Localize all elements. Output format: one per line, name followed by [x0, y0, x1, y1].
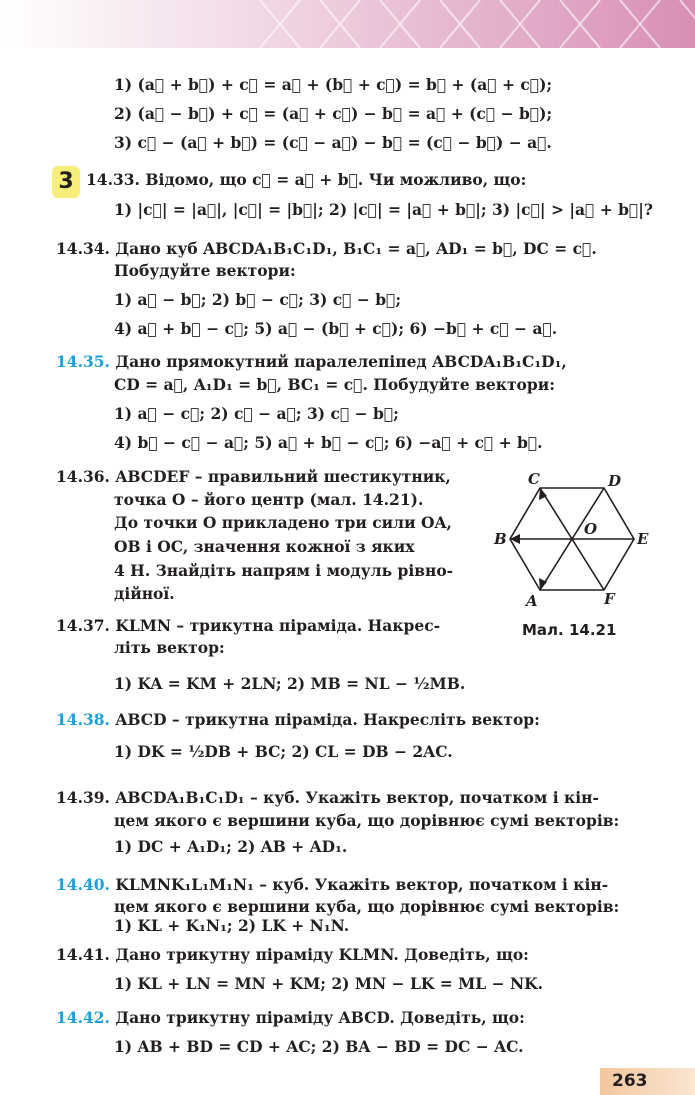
- text-line-p1440: [56, 875, 608, 895]
- text-line-p1436d: [114, 561, 453, 581]
- exercise-text: ABCDA₁B₁C₁D₁ – куб. Укажіть вектор, початком і кін-: [115, 788, 599, 807]
- exercise-text: До точки O прикладено три сили OA,: [114, 513, 452, 532]
- exercise-text: 2) (a⃗ − b⃗) + c⃗ = (a⃗ + c⃗) − b⃗ = a⃗ + (c⃗ − b⃗);: [114, 104, 553, 123]
- exercise-text: 1) a⃗ − c⃗; 2) c⃗ − a⃗; 3) c⃗ − b⃗;: [114, 404, 399, 423]
- text-line-p1435a: [114, 375, 555, 395]
- exercise-number: 14.37.: [56, 616, 110, 635]
- exercise-text: Дано куб ABCDA₁B₁C₁D₁, B₁C₁ = a⃗, AD₁ = b⃗, DC = c⃗.: [115, 239, 597, 258]
- exercise-text: літь вектор:: [114, 638, 225, 657]
- text-line-p1439b: [114, 837, 347, 857]
- exercise-text: Дано трикутну піраміду ABCD. Доведіть, що:: [115, 1008, 525, 1027]
- level-badge: 3: [52, 166, 80, 198]
- text-line-p1435c: [114, 433, 543, 453]
- exercise-text: 1) DK = ½DB + BC; 2) CL = DB − 2AC.: [114, 742, 453, 761]
- exercise-number: 14.39.: [56, 788, 110, 807]
- exercise-text: ABCDEF – правильний шестикутник,: [115, 467, 451, 486]
- label-c: C: [528, 470, 540, 488]
- text-line-p1434c: [114, 319, 557, 339]
- text-line-p1433: [86, 170, 526, 190]
- decorative-banner: [0, 0, 695, 48]
- text-line-p1436c: [114, 537, 415, 557]
- exercise-text: 3) c⃗ − (a⃗ + b⃗) = (c⃗ − a⃗) − b⃗ = (c⃗ − b⃗) − a⃗.: [114, 133, 552, 152]
- exercise-text: 1) AB + BD = CD + AC; 2) BA − BD = DC − AC.: [114, 1037, 524, 1056]
- exercise-text: 1) KL + LN = MN + KM; 2) MN − LK = ML − NK.: [114, 974, 544, 993]
- text-line-p1436b: [114, 513, 452, 533]
- figure-caption: Мал. 14.21: [522, 621, 617, 639]
- exercise-text: Відомо, що c⃗ = a⃗ + b⃗. Чи можливо, що:: [145, 170, 527, 189]
- exercise-text: CD = a⃗, A₁D₁ = b⃗, BC₁ = c⃗. Побудуйте вектори:: [114, 375, 555, 394]
- label-d: D: [608, 472, 622, 490]
- text-line-p1437b: [114, 674, 465, 694]
- page-number: 263: [612, 1071, 648, 1091]
- text-line-p1434: [56, 239, 597, 259]
- exercise-text: 4 Н. Знайдіть напрям і модуль рівно-: [114, 561, 454, 580]
- exercise-text: KLMN – трикутна піраміда. Накрес-: [115, 616, 441, 635]
- hexagon-figure: [492, 470, 652, 620]
- exercise-text: цем якого є вершини куба, що дорівнює сумі векторів:: [114, 811, 620, 830]
- text-line-l1: [114, 75, 552, 95]
- exercise-text: 1) DC + A₁D₁; 2) AB + AD₁.: [114, 837, 348, 856]
- exercise-text: цем якого є вершини куба, що дорівнює сумі векторів:: [114, 897, 620, 916]
- label-f: F: [604, 590, 615, 608]
- label-a: A: [526, 592, 538, 610]
- text-line-p1440a: [114, 897, 619, 917]
- exercise-text: 1) (a⃗ + b⃗) + c⃗ = a⃗ + (b⃗ + c⃗) = b⃗ + (a⃗ + c⃗);: [114, 75, 553, 94]
- exercise-number: 14.34.: [56, 239, 110, 258]
- exercise-text: 1) KL + K₁N₁; 2) LK + N₁N.: [114, 916, 350, 935]
- text-line-p1441: [56, 945, 529, 965]
- exercise-number: 14.33.: [86, 170, 140, 189]
- text-line-l3: [114, 133, 552, 153]
- text-line-p1435b: [114, 404, 399, 424]
- exercise-text: OB і OC, значення кожної з яких: [114, 537, 415, 556]
- exercise-number: 14.42.: [56, 1008, 110, 1027]
- text-line-p1442a: [114, 1037, 524, 1057]
- exercise-number: 14.41.: [56, 945, 110, 964]
- text-line-l2: [114, 104, 552, 124]
- exercise-number: 14.40.: [56, 875, 110, 894]
- text-line-p1434a: [114, 261, 296, 281]
- exercise-text: Дано трикутну піраміду KLMN. Доведіть, що:: [115, 945, 529, 964]
- label-o: O: [584, 520, 598, 538]
- text-line-p1435: [56, 352, 567, 372]
- text-line-p1436a: [114, 490, 423, 510]
- text-line-p1433a: [114, 200, 653, 220]
- exercise-text: 4) a⃗ + b⃗ − c⃗; 5) a⃗ − (b⃗ + c⃗); 6) −b⃗ + c⃗ − a⃗.: [114, 319, 558, 338]
- exercise-text: дійної.: [114, 584, 175, 603]
- text-line-p1442: [56, 1008, 525, 1028]
- text-line-p1438a: [114, 742, 453, 762]
- text-line-p1439a: [114, 811, 619, 831]
- exercise-text: 1) a⃗ − b⃗; 2) b⃗ − c⃗; 3) c⃗ − b⃗;: [114, 290, 402, 309]
- text-line-p1439: [56, 788, 599, 808]
- label-b: B: [494, 530, 507, 548]
- exercise-number: 14.38.: [56, 710, 110, 729]
- text-line-p1436e: [114, 584, 175, 604]
- exercise-text: точка O – його центр (мал. 14.21).: [114, 490, 424, 509]
- exercise-number: 14.35.: [56, 352, 110, 371]
- text-line-p1438: [56, 710, 540, 730]
- text-line-p1436: [56, 467, 451, 487]
- text-line-p1434b: [114, 290, 401, 310]
- text-line-p1437: [56, 616, 440, 636]
- text-line-p1437a: [114, 638, 225, 658]
- exercise-text: Побудуйте вектори:: [114, 261, 296, 280]
- exercise-text: 1) |c⃗| = |a⃗|, |c⃗| = |b⃗|; 2) |c⃗| = |a⃗ + b⃗|; 3) |c⃗| > |a⃗ + b⃗|?: [114, 200, 653, 219]
- exercise-text: Дано прямокутний паралелепіпед ABCDA₁B₁C₁D₁,: [115, 352, 567, 371]
- exercise-number: 14.36.: [56, 467, 110, 486]
- text-line-p1441a: [114, 974, 543, 994]
- exercise-text: 1) KA = KM + 2LN; 2) MB = NL − ½MB.: [114, 674, 466, 693]
- exercise-text: 4) b⃗ − c⃗ − a⃗; 5) a⃗ + b⃗ − c⃗; 6) −a⃗ + c⃗ + b⃗.: [114, 433, 543, 452]
- text-line-p1440b: [114, 916, 349, 936]
- label-e: E: [637, 530, 649, 548]
- exercise-text: ABCD – трикутна піраміда. Накресліть вектор:: [115, 710, 540, 729]
- exercise-text: KLMNK₁L₁M₁N₁ – куб. Укажіть вектор, початком і кін-: [115, 875, 609, 894]
